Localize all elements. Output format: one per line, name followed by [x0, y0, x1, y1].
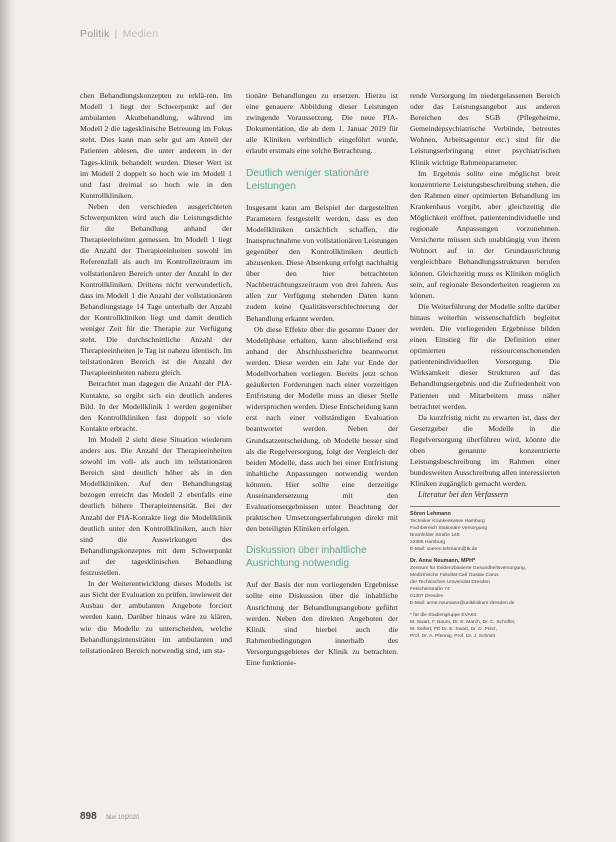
- paragraph: rende Versorgung im niedergelassenen Bereich oder das Leistungsangebot aus anderen Bereichen des SGB (Pflegeheime, Gemeindepsychiatrische Verbünde, betreutes Wohnen, Arbeitsagentur etc.) sind für die Leistungserbringung einer psychiatrischen Klinik wichtige Rahmenparameter.: [410, 91, 560, 167]
- running-head: [80, 28, 158, 40]
- address-line: Fetscherstraße 74: [410, 587, 450, 593]
- address-line: Techniker Krankenkasse Hamburg: [410, 519, 485, 525]
- author-contacts: [410, 511, 560, 640]
- author-name: Dr. Anne Neumann, MPH*: [410, 558, 476, 565]
- paragraph: tionäre Behandlungen zu ersetzen. Hierzu ist eine genauere Abbildung dieser Leistungen zwingende Voraussetzung. Die neue PIA-Dokumentation, die ab dem 1. Januar 2019 für alle Kliniken verbindlich eingeführt wurde, erlaubt erstmals eine solche Betrachtung.: [246, 91, 398, 156]
- text-column-1: [80, 90, 232, 656]
- page-number: 898: [80, 811, 97, 822]
- text-column-2: [246, 90, 398, 668]
- text-column-3: [410, 90, 560, 645]
- address-line: Medizinische Fakultät Carl Gustav Carus: [410, 573, 499, 579]
- paragraph: chen Behandlungskonzepten zu erklä-ren. Im Modell 1 liegt der Schwerpunkt auf der ambulanten Akutbehandlung, während im Modell 2 die tagesklinische Betreuung im Fokus steht. Dies kann man sehr gut am Anteil der Patienten ablesen, die unter anderem in der Tages-klinik behandelt wurden. Dieser Wert ist im Modell 2 doppelt so hoch wie im Modell 1 und fast dreimal so hoch wie in den Kontrollkliniken.: [80, 91, 232, 200]
- address-line: E-Mail: anne.neumann@uniklinikum-dresden.de: [410, 601, 515, 607]
- author-address: [410, 558, 560, 607]
- divider: [410, 506, 560, 507]
- address-line: Bramfelder Straße 140: [410, 533, 460, 539]
- paragraph: Im Ergebnis sollte eine möglichst breit konzentrierte Leistungsbeschreibung stehen, die den Rahmen einer optimierten Behandlung im Krankenhaus vorgibt, aber gleichzeitig die Möglichkeit eröffnet, patientenindividuelle und regionale Anpassungen vorzunehmen. Versicherte müssen sich unabhängig von ihrem Wohnort auf in der Grundausrichtung vergleichbare Behandlungsstrukturen berufen können. Gleichzeitig muss es Kliniken möglich sein, auf regionale Besonderheiten reagieren zu können.: [410, 168, 560, 300]
- author-address: [410, 511, 560, 553]
- paragraph: Neben den verschieden ausgerichteten Schwerpunkten wird auch die Leistungsdichte für die Behandlung anhand der Therapieeinheiten gemessen. Im Modell 1 liegt die Anzahl der Therapieeinheiten sowohl im Referenzfall als auch im Kontrollzeitraum im vollstationären Bereich unter der Anzahl in der Kontrollkliniken. Drittens nicht verwunderlich, dass im Modell 1 die Anzahl der vollstationären Behandlungstage 14 Tage unterhalb der Anzahl der Kontrollkliniken liegt und damit deutlich weniger Zeit für die Therapie zur Verfügung steht. Die durchschnittliche Anzahl der Therapieeinheiten je Tag ist nahezu identisch. Im teilstationären Bereich ist die Anzahl der Therapieeinheiten nahezu gleich.: [80, 201, 232, 378]
- page-footer: [80, 806, 139, 824]
- magazine-issue: f&w 10|2020: [106, 815, 140, 821]
- address-line: 01307 Dresden: [410, 594, 444, 600]
- address-line: der Technischen Universität Dresden: [410, 580, 490, 586]
- author-name: Sören Lehmann: [410, 511, 451, 518]
- address-line: E-Mail: soeren.lehmann@tk.de: [410, 547, 478, 553]
- running-head-separator: |: [114, 28, 118, 40]
- section-heading: Deutlich weniger stationäre Leistungen: [246, 167, 369, 192]
- running-head-subsection: Medien: [122, 28, 159, 40]
- paragraph: Ob diese Effekte über die gesamte Dauer der Modellphase erhalten, kann abschließend erst anhand der Abschlussberichte beantwortet werden. Diese werden ein Jahr vor Ende der Modellvorhaben vorliegen. Bereits jetzt schon geäußerten Forderungen nach einer vorzeitigen Entfristung der Modelle muss an dieser Stelle widersprochen werden. Diese Entscheidung kann erst nach einer vollständigen Evaluation beantwortet werden. Neben der Grundsatzentscheidung, ob Modelle besser sind als die Regelversorgung, folgt der Vergleich der beiden Modelle, dass auch bei einer Entfristung inhaltliche Anpassungen notwendig werden könnten. Hier sollte eine derzeitige Auseinandersetzung mit den Evaluationsergebnissen unter Beachtung der praktischen Umsetzungserfahrungen direkt mit den beteiligten Kliniken erfolgen.: [246, 324, 398, 534]
- paragraph: Insgesamt kann am Beispiel der dargestellten Parametern festgestellt werden, dass es den Modellkliniken tatsächlich schaffen, die Inanspruchnahme von vollstationären Leistungen gegenüber den Kontrollkliniken deutlich abzusenken. Diese Absenkung erfolgt nachhaltig über den hier betrachteten Nachbetrachtungszeitraum von drei Jahren. Aus allen zur Verfügung stehenden Daten kann zudem keine Qualitätsverschlechterung der Behandlung erkannt werden.: [246, 202, 398, 323]
- address-line: * für die Studiengruppe EVA64:: [410, 613, 478, 619]
- address-line: Fachbereich Stationäre Versorgung: [410, 526, 487, 532]
- running-head-section: Politik: [80, 28, 110, 40]
- paragraph: Da kurzfristig nicht zu erwarten ist, dass der Gesetzgeber die Modelle in die Regelversorgung überführen wird, könnte die oben genannte konzentrierte Leistungsbeschreibung im Rahmen einer bundesweiten Ausschreibung allen interessierten Kliniken zugänglich gemacht werden.: [410, 412, 560, 489]
- page-binding-shadow: [0, 0, 16, 842]
- address-line: Prof. Dr. A. Pfennig, Prof. Dr. J. Schmitt: [410, 634, 496, 640]
- address-line: 22305 Hamburg: [410, 540, 446, 546]
- literature-note: Literatur bei den Verfassern: [418, 490, 508, 500]
- author-address: [410, 612, 560, 640]
- paragraph: In der Weiterentwicklung dieses Modells ist aus Sicht der Evaluation zu prüfen, inwieweit der Ausbau der ambulanten Angebote forciert werden kann. Darüber hinaus wäre zu klären, wie die Modelle zu unterscheiden, welche Behandlungsintensitäten im ambulanten und teilstationären Bereich notwendig sind, um sta-: [80, 579, 232, 655]
- paragraph: Betrachtet man dagegen die Anzahl der PIA-Kontakte, so ergibt sich ein deutlich anderes Bild. In der Modellklinik 1 werden gegenüber den Kontrollkliniken fast doppelt so viele Kontakte erbracht.: [80, 379, 232, 433]
- address-line: Zentrum für Evidenzbasierte Gesundheitsversorgung,: [410, 566, 527, 572]
- section-heading: Diskussion über inhaltliche Ausrichtung notwendig: [246, 545, 367, 570]
- address-line: M. Swart, F. Baum, Dr. E. March, Dr. C. Schoffer,: [410, 620, 516, 626]
- address-line: M. Seifert, PD Dr. E. Swart, Dr. D. Prinz,: [410, 627, 497, 633]
- paragraph: Im Modell 2 sieht diese Situation wiederum anders aus. Die Anzahl der Therapieeinheiten sowohl im voll- als auch im teilstationären Bereich sind deutlich höher als in den Modellkliniken. Auf den Behandlungstag bezogen erreicht das Modell 2 ebenfalls eine deutlich höhere Therapieintensität. Bei der Anzahl der PIA-Kontakte liegt die Modellklinik deutlich unter den Kontrollkliniken, auch hier sind die Auswirkungen des Behandlungskonzeptes mit dem Schwerpunkt auf der tagesklinischen Behandlung festzustellen.: [80, 434, 232, 578]
- paragraph: Auf der Basis der nun vorliegenden Ergebnisse sollte eine Diskussion über die inhaltliche Ausrichtung der Behandlungsangebote geführt werden. Neben den direkten Angeboten der Klinik sind hierbei auch die Rahmenbedingungen innerhalb des Versorgungsgebietes der Klinik zu betrachten. Eine funktionie-: [246, 580, 398, 668]
- paragraph: Die Weiterführung der Modelle sollte darüber hinaus weiterhin wissenschaftlich begleitet werden. Die vorliegenden Ergebnisse bilden einen Einstieg für die Definition einer optimierten ressourcenschonenden patientenindividuellen Versorgung. Die Wirksamkeit dieser Strukturen auf das Behandlungsergebnis und die Zufriedenheit von Patienten und Mitarbeitern muss näher betrachtet werden.: [410, 301, 560, 411]
